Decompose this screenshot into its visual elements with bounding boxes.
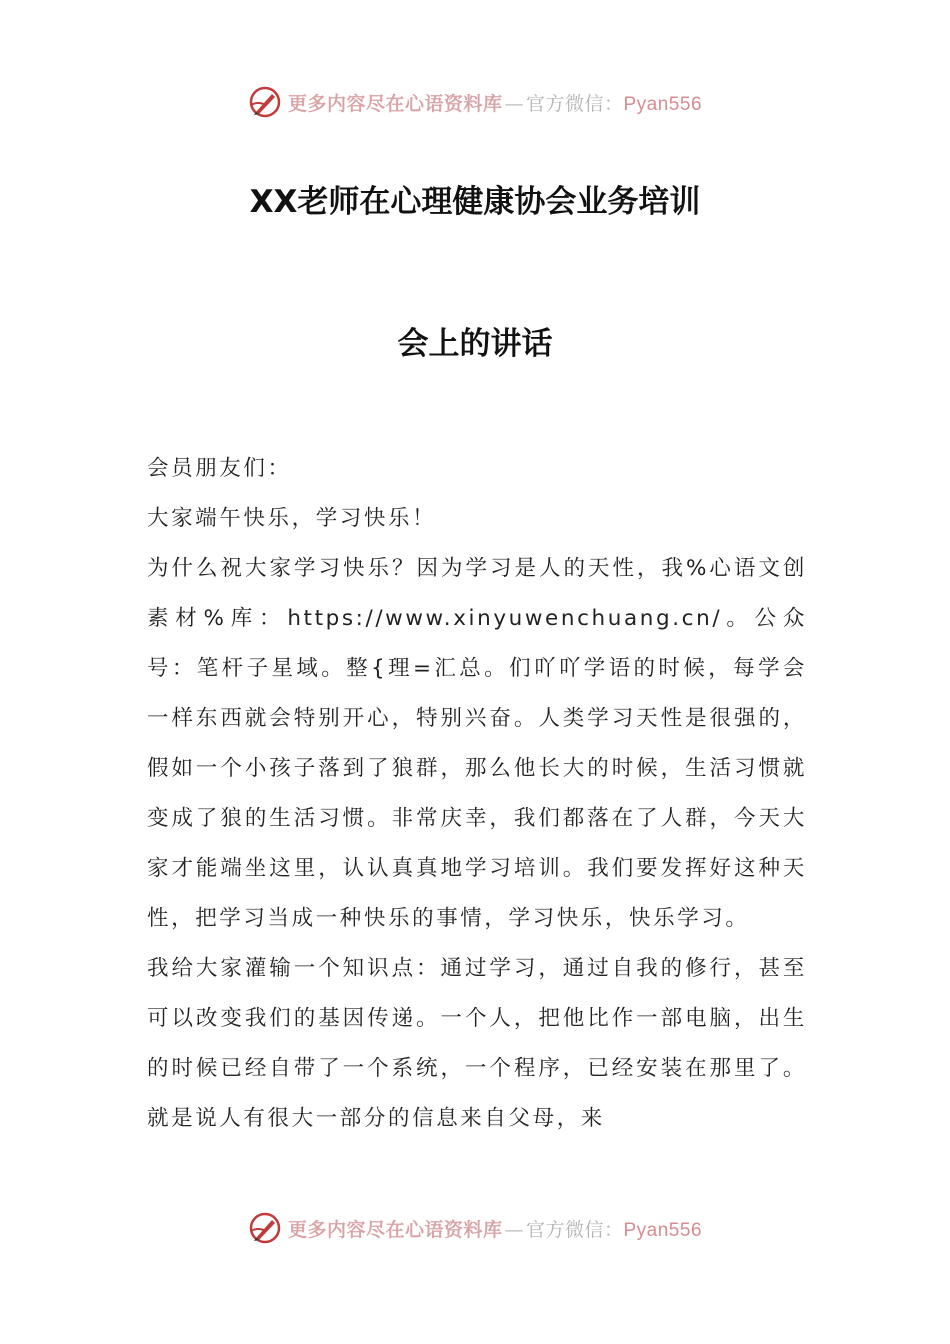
pen-logo-icon xyxy=(248,85,282,119)
document-title-line1: XX老师在心理健康协会业务培训 xyxy=(249,184,701,220)
banner-text xyxy=(288,1215,702,1242)
paragraph-salutation: 会员朋友们： xyxy=(147,456,292,481)
document-title-line2: 会上的讲话 xyxy=(397,326,553,362)
paragraph-body-1: 为什么祝大家学习快乐？因为学习是人的天性，我%心语文创素材%库：https://www.xinyuwenchuang.cn/。公众号：笔杆子星域。整{理=汇总。们吖吖学语的时候，每学会一样东西就会特别开心，特别兴奋。人类学习天性是很强的，假如一个小孩子落到了狼群，那么他长大的时候，生活习惯就变成了狼的生活习惯。非常庆幸，我们都落在了人群，今天大家才能端坐这里，认认真真地学习培训。我们要发挥好这种天性，把学习当成一种快乐的事情，学习快乐，快乐学习。 xyxy=(147,556,807,931)
banner-slogan: 更多内容尽在心语资料库 xyxy=(287,92,503,115)
banner-wechat-id: Pyan556 xyxy=(623,93,703,115)
banner-official-label: 官方微信： xyxy=(525,92,624,115)
banner-text xyxy=(288,89,702,116)
banner-official-label: 官方微信： xyxy=(525,1218,624,1241)
pen-logo-icon xyxy=(248,1211,282,1245)
banner-separator: — xyxy=(504,92,524,115)
banner-wechat-id: Pyan556 xyxy=(623,1219,703,1241)
banner-slogan: 更多内容尽在心语资料库 xyxy=(287,1218,503,1241)
header-banner xyxy=(0,82,950,122)
paragraph-greeting: 大家端午快乐，学习快乐！ xyxy=(147,506,437,531)
banner-separator: — xyxy=(504,1218,524,1241)
document-body xyxy=(147,444,807,1144)
footer-banner xyxy=(0,1208,950,1248)
paragraph-body-2: 我给大家灌输一个知识点：通过学习，通过自我的修行，甚至可以改变我们的基因传递。一个人，把他比作一部电脑，出生的时候已经自带了一个系统，一个程序，已经安装在那里了。就是说人有很大一部分的信息来自父母，来 xyxy=(147,956,807,1131)
